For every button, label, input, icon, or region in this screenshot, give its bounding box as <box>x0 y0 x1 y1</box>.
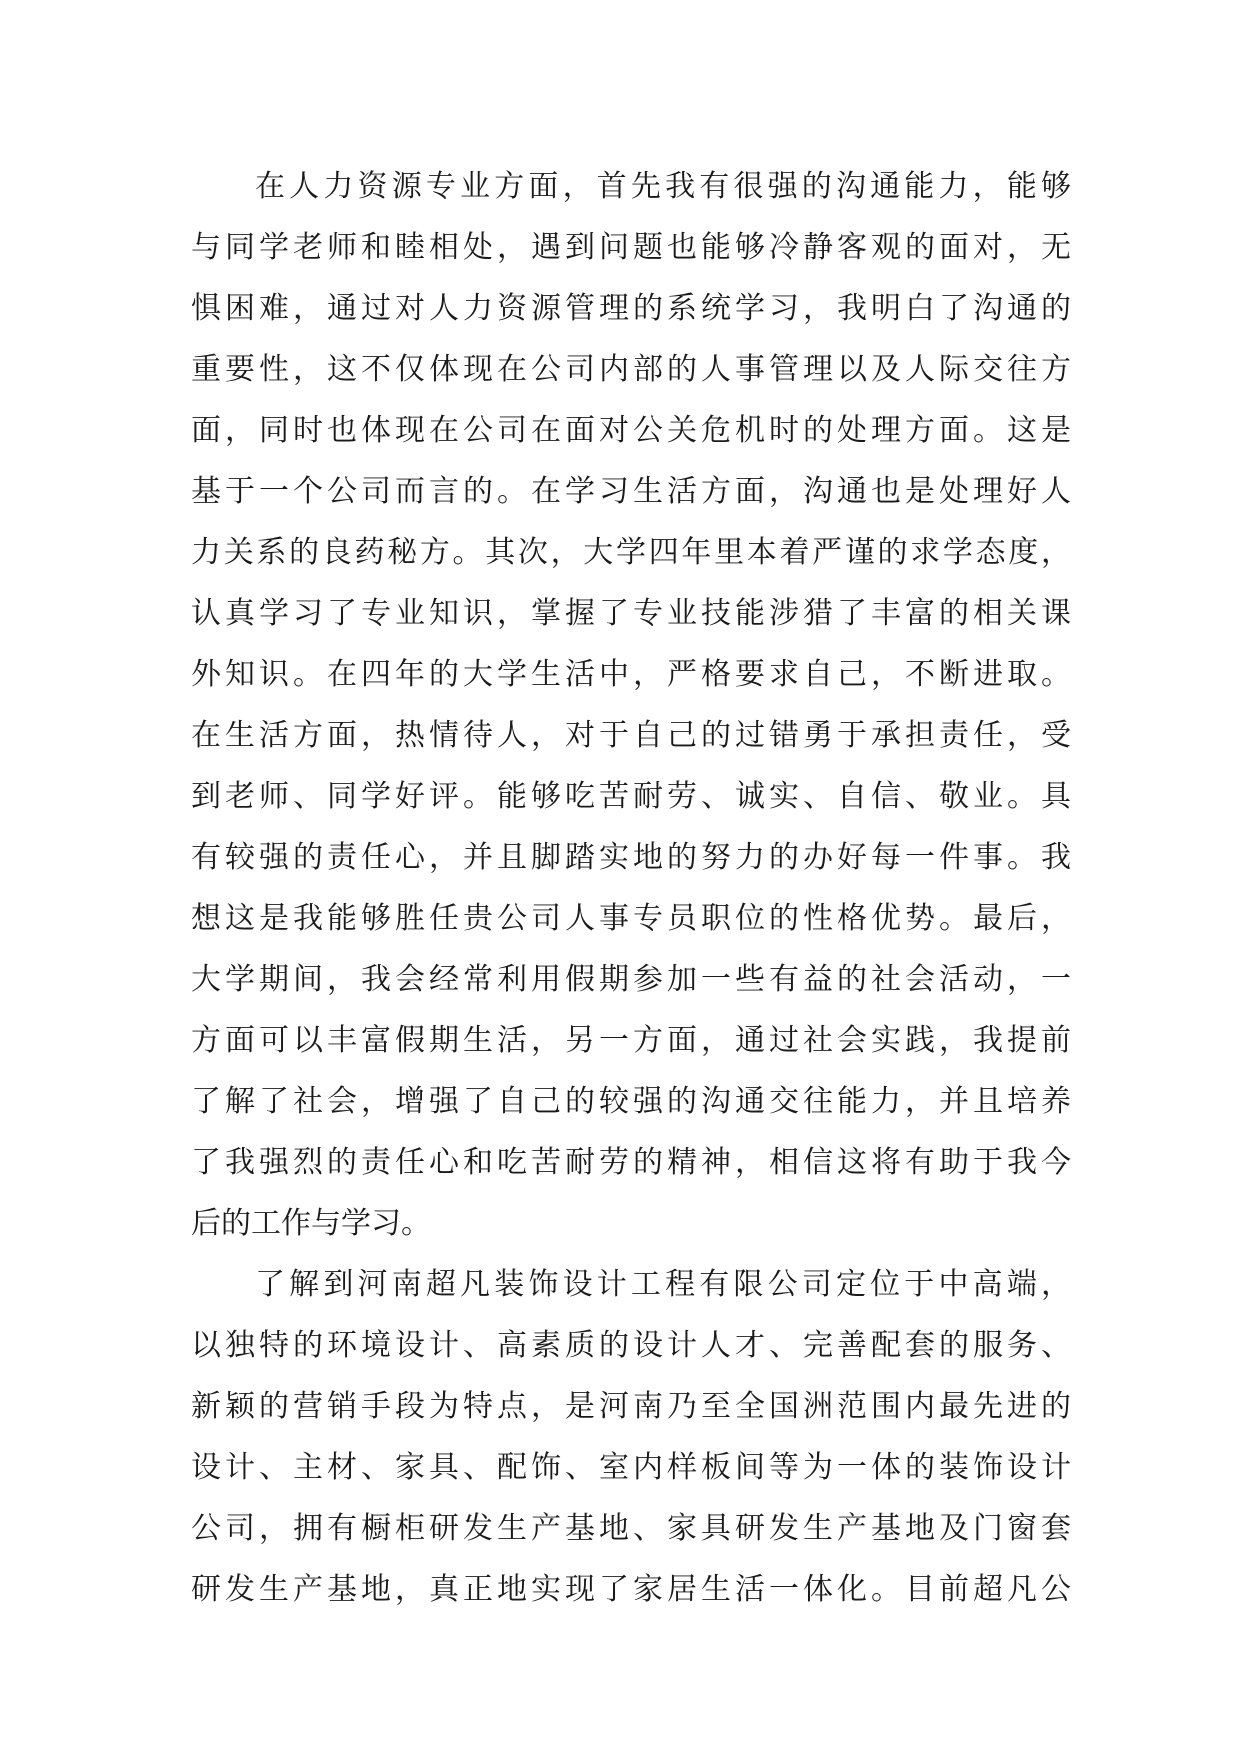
text-line: 研发生产基地，真正地实现了家居生活一体化。目前超凡公 <box>191 1572 1071 1607</box>
text-line: 认真学习了专业知识，掌握了专业技能涉猎了丰富的相关课 <box>191 596 1071 631</box>
text-line: 惧困难，通过对人力资源管理的系统学习，我明白了沟通的 <box>191 291 1071 326</box>
text-line: 想这是我能够胜任贵公司人事专员职位的性格优势。最后， <box>191 901 1071 936</box>
text-line: 外知识。在四年的大学生活中，严格要求自己，不断进取。 <box>191 657 1071 692</box>
text-line: 在人力资源专业方面，首先我有很强的沟通能力，能够 <box>255 169 1071 204</box>
text-line: 以独特的环境设计、高素质的设计人才、完善配套的服务、 <box>191 1328 1071 1363</box>
text-line: 与同学老师和睦相处，遇到问题也能够冷静客观的面对，无 <box>191 230 1071 265</box>
text-line: 公司，拥有橱柜研发生产基地、家具研发生产基地及门窗套 <box>191 1511 1071 1546</box>
text-line: 新颖的营销手段为特点，是河南乃至全国洲范围内最先进的 <box>191 1389 1071 1424</box>
text-line: 面，同时也体现在公司在面对公关危机时的处理方面。这是 <box>191 413 1071 448</box>
text-line: 后的工作与学习。 <box>191 1206 431 1241</box>
body-text <box>191 156 1071 1620</box>
text-line: 设计、主材、家具、配饰、室内样板间等为一体的装饰设计 <box>191 1450 1071 1485</box>
text-line: 大学期间，我会经常利用假期参加一些有益的社会活动，一 <box>191 962 1071 997</box>
text-line: 了我强烈的责任心和吃苦耐劳的精神，相信这将有助于我今 <box>191 1145 1071 1180</box>
text-line: 到老师、同学好评。能够吃苦耐劳、诚实、自信、敬业。具 <box>191 779 1071 814</box>
text-line: 有较强的责任心，并且脚踏实地的努力的办好每一件事。我 <box>191 840 1071 875</box>
paragraph-1 <box>191 156 1071 1254</box>
text-line: 了解到河南超凡装饰设计工程有限公司定位于中高端， <box>255 1267 1071 1302</box>
text-line: 在生活方面，热情待人，对于自己的过错勇于承担责任，受 <box>191 718 1071 753</box>
text-line: 方面可以丰富假期生活，另一方面，通过社会实践，我提前 <box>191 1023 1071 1058</box>
text-line: 重要性，这不仅体现在公司内部的人事管理以及人际交往方 <box>191 352 1071 387</box>
text-line: 力关系的良药秘方。其次，大学四年里本着严谨的求学态度， <box>191 535 1071 570</box>
text-line: 了解了社会，增强了自己的较强的沟通交往能力，并且培养 <box>191 1084 1071 1119</box>
paragraph-2 <box>191 1254 1071 1620</box>
text-line: 基于一个公司而言的。在学习生活方面，沟通也是处理好人 <box>191 474 1071 509</box>
